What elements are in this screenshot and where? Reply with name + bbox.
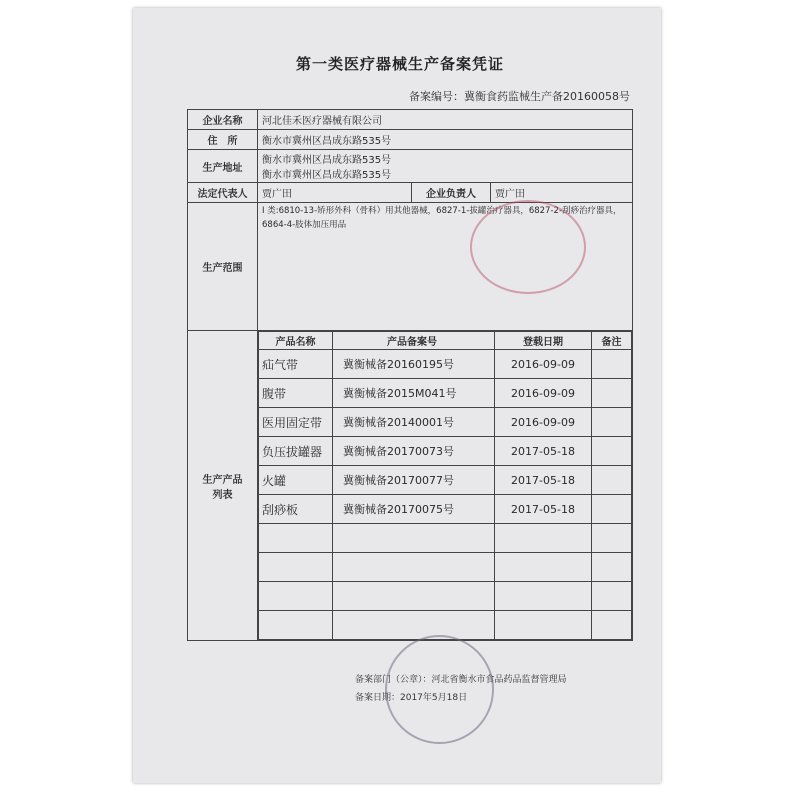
certificate-table	[187, 109, 633, 641]
company-label: 企业名称	[188, 110, 258, 130]
product-name: 火罐	[259, 466, 333, 495]
table-row	[259, 437, 632, 466]
product-number: 冀衡械备20140001号	[333, 408, 495, 437]
scope-text: I 类:6810-13-矫形外科（骨科）用其他器械，6827-1-拔罐治疗器具，6827-2-刮痧治疗器具，6864-4-肢体加压用品	[258, 203, 633, 331]
product-number: 冀衡械备20160195号	[333, 350, 495, 379]
product-date: 2017-05-18	[495, 437, 592, 466]
red-seal-stamp	[470, 200, 586, 294]
header-note: 备注	[592, 332, 632, 350]
header-number: 产品备案号	[333, 332, 495, 350]
address-value: 衡水市冀州区昌成东路535号	[258, 130, 633, 150]
filing-department: 备案部门（公章）：河北省衡水市食品药品监督管理局	[355, 675, 567, 685]
empty-row	[259, 582, 632, 611]
table-row	[259, 350, 632, 379]
product-name: 疝气带	[259, 350, 333, 379]
product-date: 2017-05-18	[495, 466, 592, 495]
products-header-row	[259, 332, 632, 350]
product-number: 冀衡械备2015M041号	[333, 379, 495, 408]
product-note	[592, 437, 632, 466]
prod-address-value	[258, 150, 633, 183]
official-seal-stamp	[385, 635, 494, 744]
scope-label: 生产范围	[188, 203, 258, 331]
product-date: 2016-09-09	[495, 408, 592, 437]
prod-address-line-1: 衡水市冀州区昌成东路535号	[262, 155, 392, 166]
products-cell	[258, 331, 633, 641]
product-number: 冀衡械备20170073号	[333, 437, 495, 466]
table-row	[259, 408, 632, 437]
product-name: 刮痧板	[259, 495, 333, 524]
prod-address-label: 生产地址	[188, 150, 258, 183]
prod-address-line-2: 衡水市冀州区昌成东路535号	[262, 170, 392, 181]
product-date: 2017-05-18	[495, 495, 592, 524]
product-date: 2016-09-09	[495, 350, 592, 379]
product-note	[592, 466, 632, 495]
products-table	[258, 331, 632, 640]
empty-row	[259, 553, 632, 582]
product-note	[592, 350, 632, 379]
empty-row	[259, 524, 632, 553]
products-label	[188, 331, 258, 641]
table-row	[259, 495, 632, 524]
filing-date: 备案日期：2017年5月18日	[355, 693, 468, 703]
page-title: 第一类医疗器械生产备案凭证	[295, 55, 504, 73]
table-row	[259, 379, 632, 408]
company-value: 河北佳禾医疗器械有限公司	[258, 110, 633, 130]
header-name: 产品名称	[259, 332, 333, 350]
product-number: 冀衡械备20170077号	[333, 466, 495, 495]
legal-rep-label: 法定代表人	[188, 183, 258, 203]
legal-rep-value: 贾广田	[258, 183, 412, 203]
product-note	[592, 408, 632, 437]
product-name: 腹带	[259, 379, 333, 408]
address-label: 住 所	[188, 130, 258, 150]
registration-number: 备案编号：冀衡食药监械生产备20160058号	[409, 90, 630, 103]
header-date: 登载日期	[495, 332, 592, 350]
products-label-text: 生产产品列表	[202, 474, 243, 501]
product-note	[592, 379, 632, 408]
table-row	[259, 466, 632, 495]
product-name: 负压拔罐器	[259, 437, 333, 466]
product-date: 2016-09-09	[495, 379, 592, 408]
product-number: 冀衡械备20170075号	[333, 495, 495, 524]
manager-label: 企业负责人	[412, 183, 491, 203]
product-note	[592, 495, 632, 524]
manager-value: 贾广田	[491, 183, 633, 203]
product-name: 医用固定带	[259, 408, 333, 437]
